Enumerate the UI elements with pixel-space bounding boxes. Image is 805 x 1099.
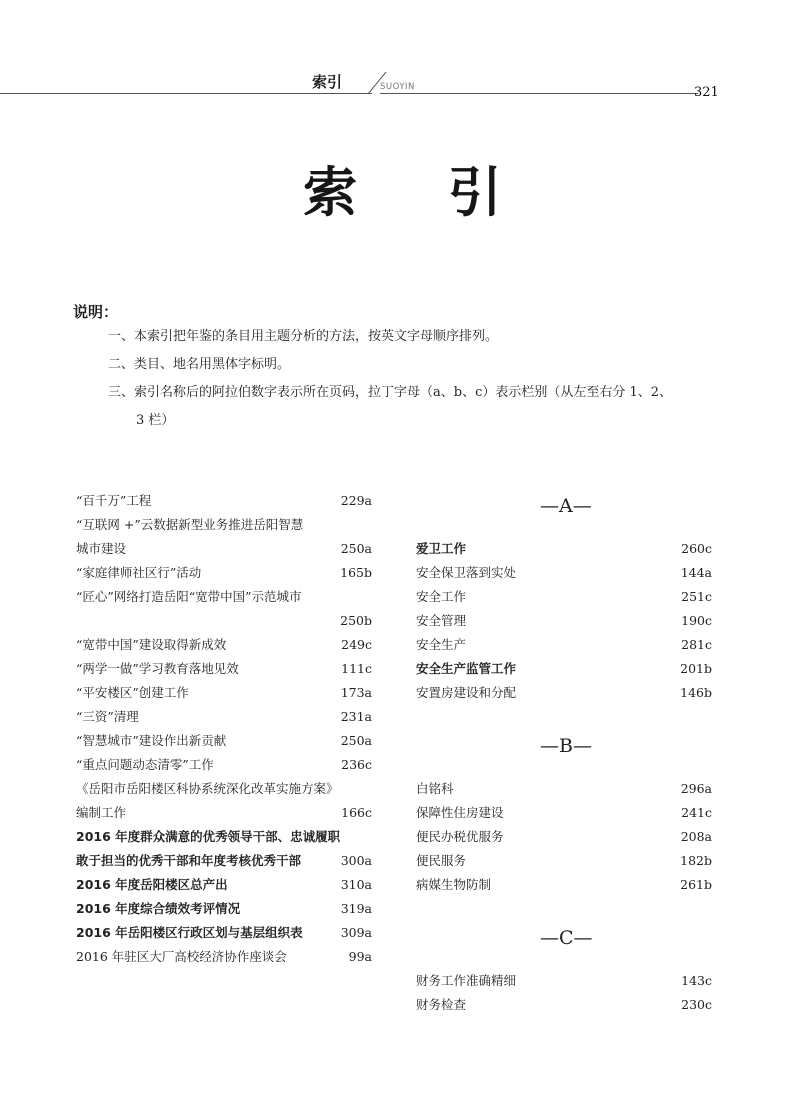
index-entry: “两学一做”学习教育落地见效 111c xyxy=(76,661,372,676)
index-entry: “匠心”网络打造岳阳“宽带中国”示范城市 xyxy=(76,589,302,604)
header-section-pinyin: SUOYIN xyxy=(380,82,415,92)
index-entry: 安全生产监管工作 201b xyxy=(416,661,712,676)
index-entry: “平安楼区”创建工作 173a xyxy=(76,685,372,700)
letter-heading-c: —C— xyxy=(540,927,593,949)
index-entry: 城市建设 250a xyxy=(76,541,372,556)
index-entry: 病媒生物防制 261b xyxy=(416,877,712,892)
index-entry: 2016 年度岳阳楼区总产出 310a xyxy=(76,877,372,892)
index-entry: 2016 年度群众满意的优秀领导干部、忠诚履职 xyxy=(76,829,341,844)
index-entry: 爱卫工作 260c xyxy=(416,541,712,556)
index-entry: 《岳阳市岳阳楼区科协系统深化改革实施方案》 xyxy=(76,781,339,796)
note-item-2: 二、类目、地名用黑体字标明。 xyxy=(108,357,291,372)
index-entry: “宽带中国”建设取得新成效 249c xyxy=(76,637,372,652)
index-entry: 敢于担当的优秀干部和年度考核优秀干部 300a xyxy=(76,853,372,868)
index-entry: 安全工作 251c xyxy=(416,589,712,604)
header-section-title: 索引 xyxy=(312,73,343,91)
letter-heading-a: —A— xyxy=(540,495,592,517)
index-entry: “互联网 +”云数据新型业务推进岳阳智慧 xyxy=(76,517,304,532)
index-entry: “智慧城市”建设作出新贡献 250a xyxy=(76,733,372,748)
index-entry: “百千万”工程 229a xyxy=(76,493,372,508)
note-item-3: 三、索引名称后的阿拉伯数字表示所在页码，拉丁字母（a、b、c）表示栏别（从左至右分 1、2、 xyxy=(108,385,673,400)
notes-heading: 说明： xyxy=(73,303,119,321)
index-entry: 财务检查 230c xyxy=(416,997,712,1012)
index-entry: 2016 年驻区大厂高校经济协作座谈会 99a xyxy=(76,949,372,964)
index-entry: 安全管理 190c xyxy=(416,613,712,628)
index-entry: 安全生产 281c xyxy=(416,637,712,652)
index-entry: 安全保卫落到实处 144a xyxy=(416,565,712,580)
index-entry: “三资”清理 231a xyxy=(76,709,372,724)
index-entry: 财务工作准确精细 143c xyxy=(416,973,712,988)
index-entry: 2016 年岳阳楼区行政区划与基层组织表 309a xyxy=(76,925,372,940)
header-rule-left xyxy=(0,93,372,94)
index-entry: 250b xyxy=(340,613,372,628)
index-entry: “重点问题动态清零”工作 236c xyxy=(76,757,372,772)
index-entry: “家庭律师社区行”活动 165b xyxy=(76,565,372,580)
page-title: 索 引 xyxy=(303,160,538,224)
index-entry: 便民服务 182b xyxy=(416,853,712,868)
index-entry: 保障性住房建设 241c xyxy=(416,805,712,820)
note-item-1: 一、本索引把年鉴的条目用主题分析的方法，按英文字母顺序排列。 xyxy=(108,329,499,344)
letter-heading-b: —B— xyxy=(540,735,592,757)
note-item-3-cont: 3 栏） xyxy=(136,413,175,428)
header-rule-right xyxy=(380,93,698,94)
index-entry: 安置房建设和分配 146b xyxy=(416,685,712,700)
index-entry: 白铭科 296a xyxy=(416,781,712,796)
index-entry: 2016 年度综合绩效考评情况 319a xyxy=(76,901,372,916)
index-entry: 便民办税优服务 208a xyxy=(416,829,712,844)
index-entry: 编制工作 166c xyxy=(76,805,372,820)
page-number: 321 xyxy=(694,85,719,100)
